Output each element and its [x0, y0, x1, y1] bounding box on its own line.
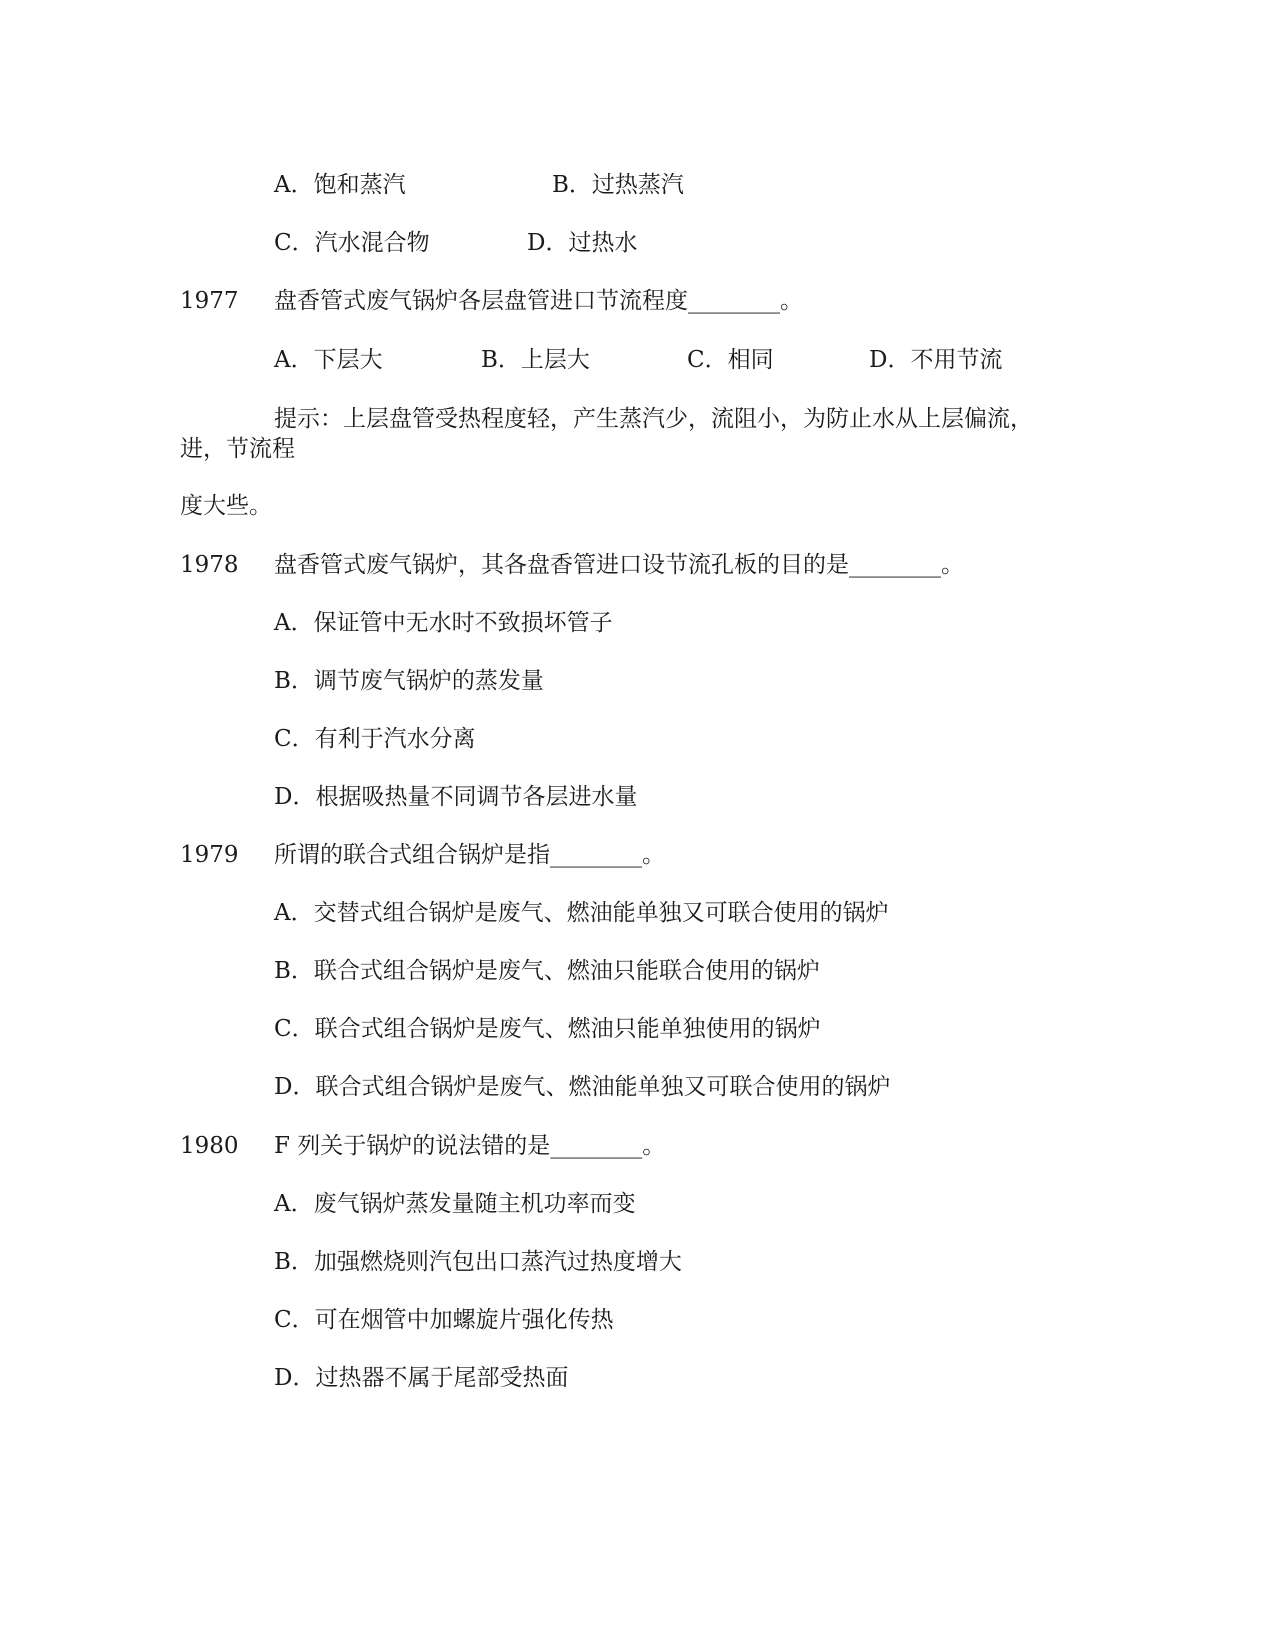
question-number: 1977: [180, 288, 239, 314]
option-b: B．加强燃烧则汽包出口蒸汽过热度增大: [274, 1249, 682, 1275]
option-a-top: A．饱和蒸汽: [274, 172, 406, 198]
option-c-top: C．汽水混合物: [274, 230, 430, 256]
question-number: 1978: [180, 552, 239, 578]
question-text: F 列关于锅炉的说法错的是________。: [274, 1133, 666, 1159]
option-a: A．废气锅炉蒸发量随主机功率而变: [274, 1191, 636, 1217]
option-b: B．联合式组合锅炉是废气、燃油只能联合使用的锅炉: [274, 958, 820, 984]
option-a: A．交替式组合锅炉是废气、燃油能单独又可联合使用的锅炉: [274, 900, 889, 926]
option-c: C．有利于汽水分离: [274, 726, 476, 752]
option-d: D．不用节流: [869, 347, 1003, 373]
question-number: 1979: [180, 842, 239, 868]
question-text: 盘香管式废气锅炉各层盘管进口节流程度________。: [274, 288, 803, 314]
option-d: D．过热器不属于尾部受热面: [274, 1365, 569, 1391]
option-a: A．保证管中无水时不致损坏管子: [274, 610, 613, 636]
question-number: 1980: [180, 1133, 239, 1159]
option-b: B．调节废气锅炉的蒸发量: [274, 668, 544, 694]
hint-line-2: 进，节流程: [180, 436, 295, 462]
hint-line-1: 提示：上层盘管受热程度轻，产生蒸汽少，流阻小，为防止水从上层偏流，: [274, 406, 1033, 432]
option-d-top: D．过热水: [527, 230, 638, 256]
option-c: C．可在烟管中加螺旋片强化传热: [274, 1307, 614, 1333]
option-c: C．相同: [687, 347, 774, 373]
option-d: D．联合式组合锅炉是废气、燃油能单独又可联合使用的锅炉: [274, 1074, 891, 1100]
option-a: A．下层大: [274, 347, 383, 373]
option-b: B．上层大: [481, 347, 590, 373]
question-text: 盘香管式废气锅炉，其各盘香管进口设节流孔板的目的是________。: [274, 552, 964, 578]
hint-line-3: 度大些。: [180, 493, 272, 519]
option-d: D．根据吸热量不同调节各层进水量: [274, 784, 638, 810]
question-text: 所谓的联合式组合锅炉是指________。: [274, 842, 665, 868]
option-c: C．联合式组合锅炉是废气、燃油只能单独使用的锅炉: [274, 1016, 821, 1042]
option-b-top: B．过热蒸汽: [552, 172, 684, 198]
